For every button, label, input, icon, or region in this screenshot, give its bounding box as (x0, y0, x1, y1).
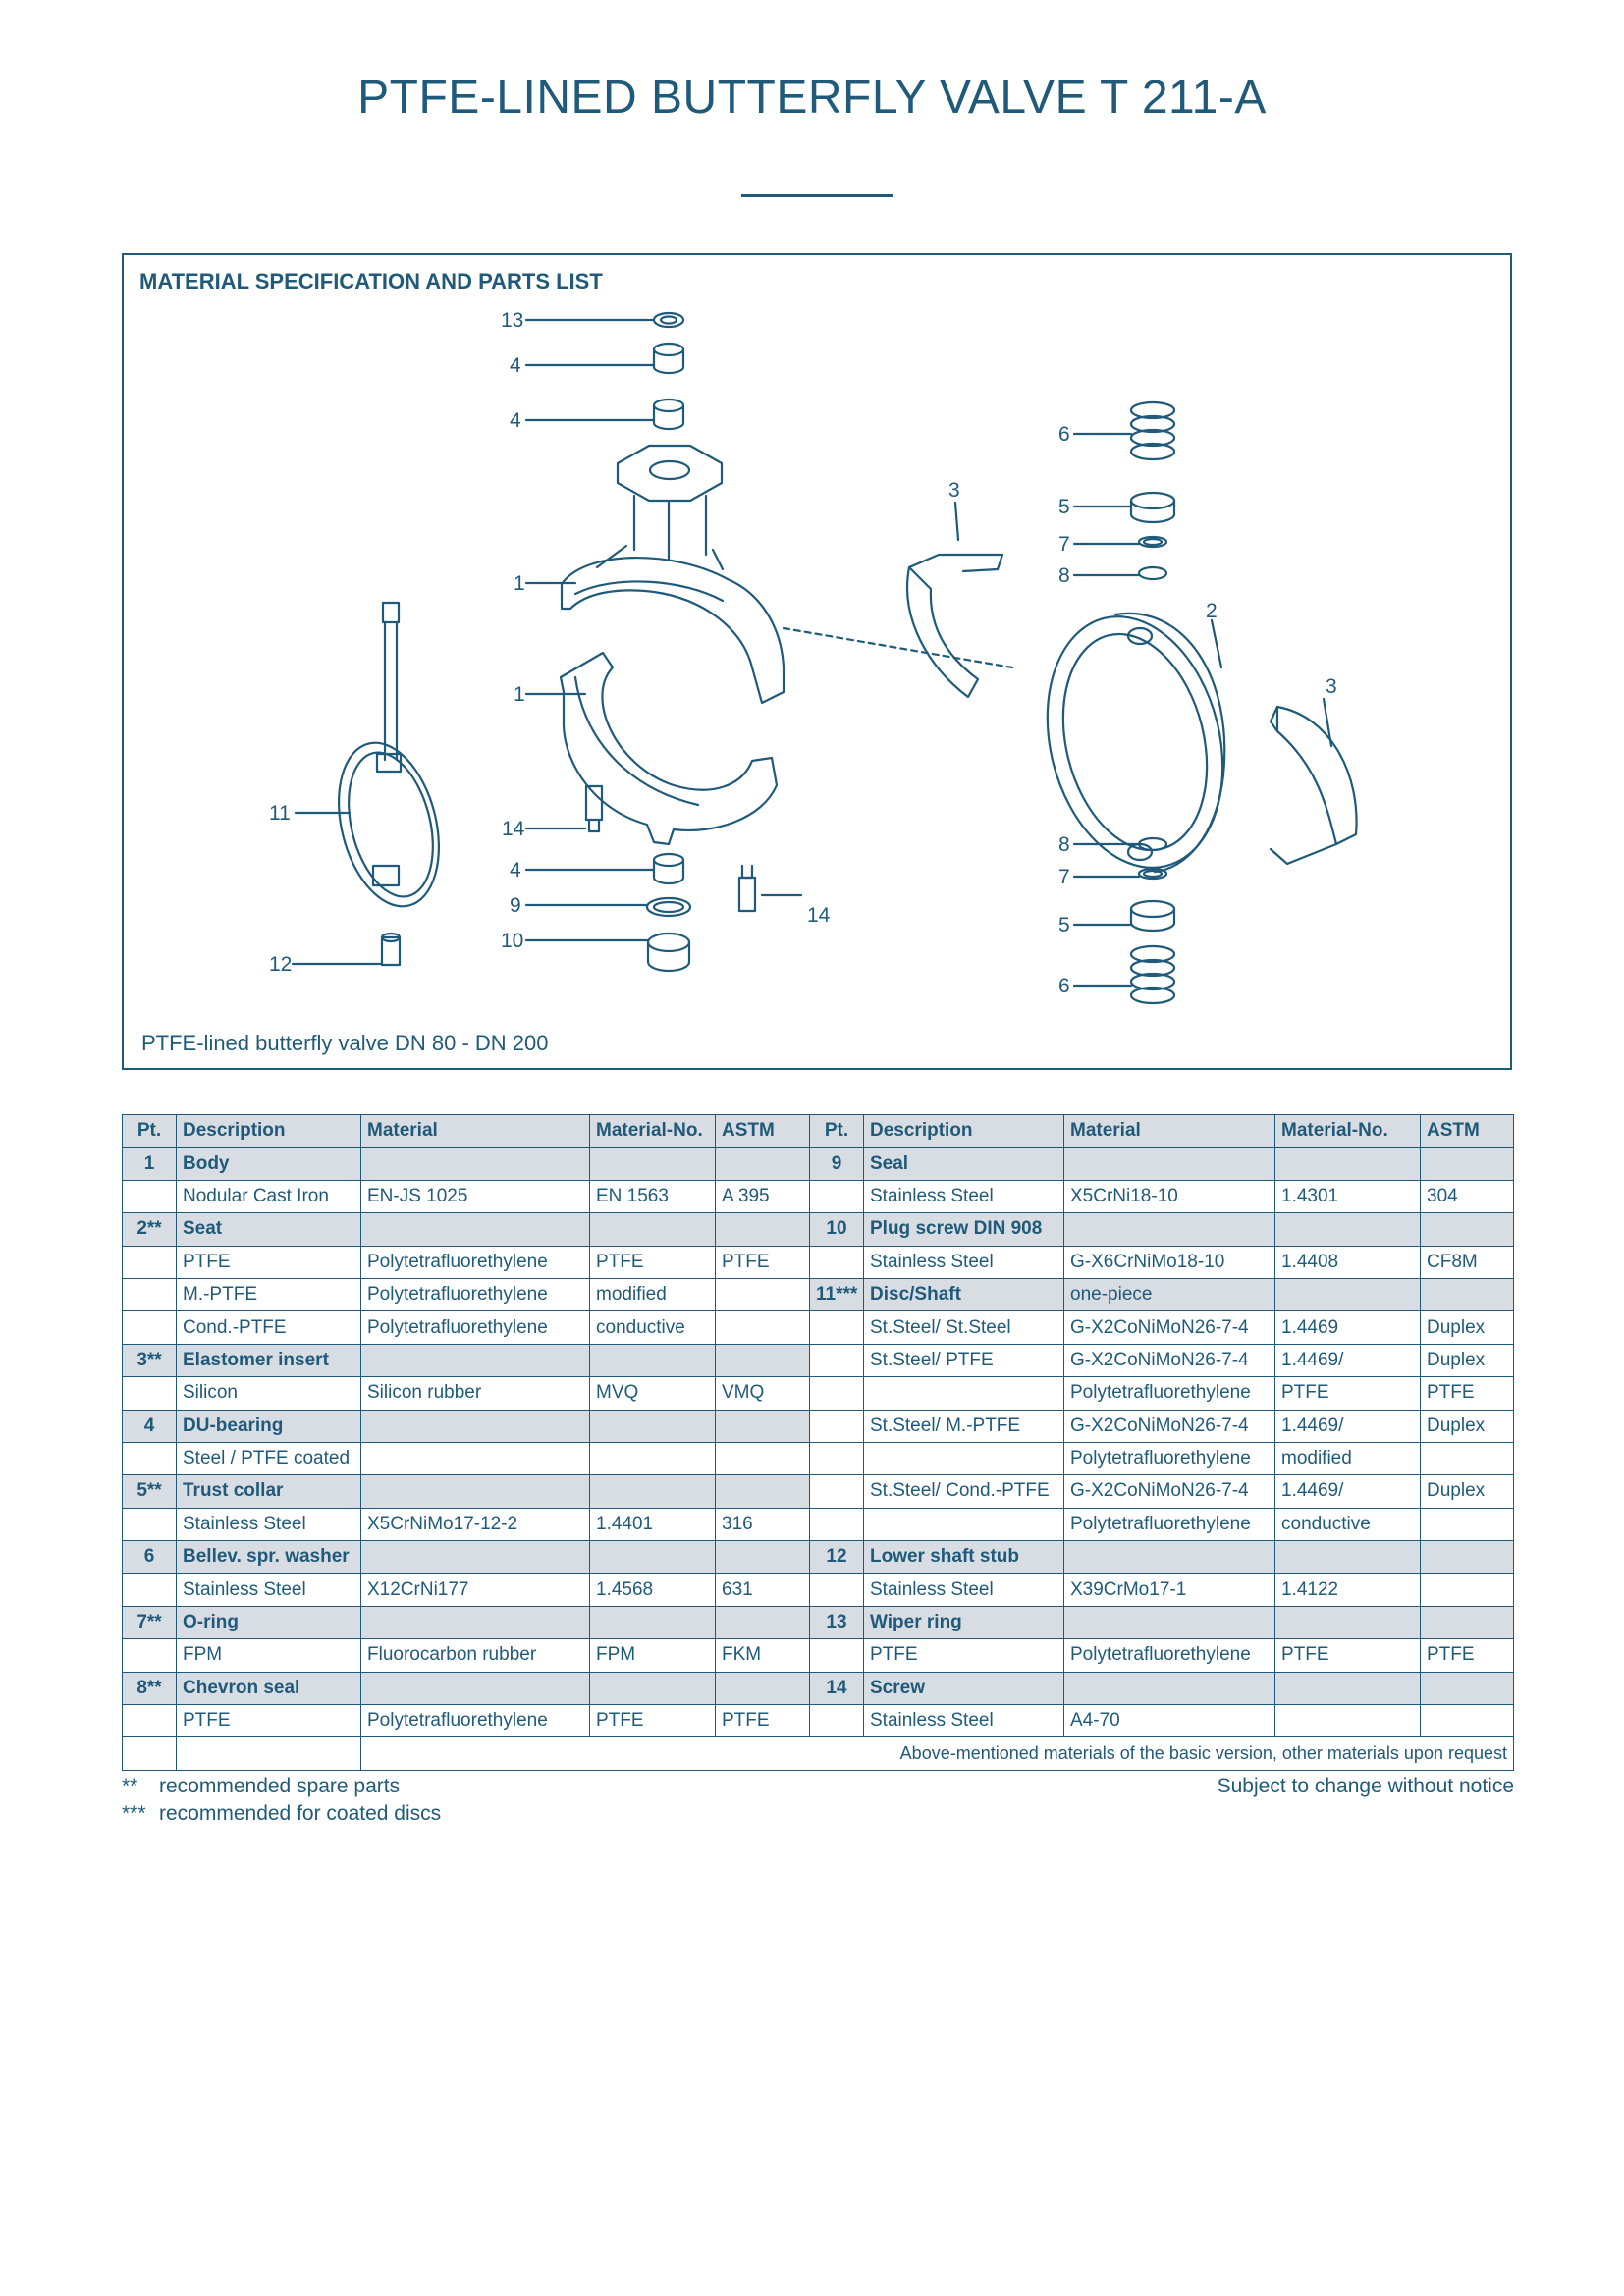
change-notice: Subject to change without notice (1217, 1775, 1514, 1797)
table-cell (1421, 1278, 1514, 1310)
drawing-caption: PTFE-lined butterfly valve DN 80 - DN 200 (141, 1031, 549, 1055)
callout-2: 2 (1206, 600, 1218, 622)
table-cell: PTFE (1421, 1377, 1514, 1410)
table-cell (810, 1344, 864, 1376)
table-cell: Wiper ring (864, 1606, 1064, 1638)
table-cell (1275, 1705, 1421, 1737)
table-cell (716, 1213, 810, 1246)
table-cell (1275, 1541, 1421, 1574)
callout-3-right: 3 (1326, 675, 1337, 698)
table-cell: PTFE (716, 1705, 810, 1737)
table-cell (1064, 1148, 1275, 1180)
callout-8-lower: 8 (1058, 833, 1070, 856)
table-cell: Polytetrafluorethylene (361, 1278, 590, 1310)
table-row (123, 1606, 1514, 1638)
table-cell: Duplex (1421, 1344, 1514, 1376)
table-cell (361, 1410, 590, 1442)
table-cell: Plug screw DIN 908 (864, 1213, 1064, 1246)
table-cell: G-X2CoNiMoN26-7-4 (1064, 1410, 1275, 1442)
callout-7-upper: 7 (1058, 533, 1070, 556)
table-row (123, 1278, 1514, 1310)
table-row (123, 1311, 1514, 1344)
title-underline (741, 194, 893, 197)
callout-3-left: 3 (948, 479, 960, 502)
table-cell: Silicon rubber (361, 1377, 590, 1410)
table-cell (123, 1311, 177, 1344)
table-cell (716, 1311, 810, 1344)
table-cell: Steel / PTFE coated (177, 1442, 361, 1474)
table-cell: 1.4122 (1275, 1574, 1421, 1606)
table-cell: 1.4469 (1275, 1311, 1421, 1344)
table-cell: Silicon (177, 1377, 361, 1410)
table-cell (1275, 1672, 1421, 1704)
table-cell: FKM (716, 1639, 810, 1672)
table-cell: Trust collar (177, 1475, 361, 1508)
table-cell: G-X2CoNiMoN26-7-4 (1064, 1475, 1275, 1508)
column-header: ASTM (716, 1115, 810, 1148)
table-cell (864, 1442, 1064, 1474)
table-cell: Lower shaft stub (864, 1541, 1064, 1574)
spec-heading: MATERIAL SPECIFICATION AND PARTS LIST (139, 269, 603, 294)
callout-9: 9 (510, 894, 521, 917)
table-cell (123, 1246, 177, 1278)
table-cell (361, 1475, 590, 1508)
table-cell: 8** (123, 1672, 177, 1704)
table-cell (361, 1344, 590, 1376)
table-cell: Polytetrafluorethylene (1064, 1508, 1275, 1540)
table-cell (810, 1410, 864, 1442)
table-cell: 1.4469/ (1275, 1344, 1421, 1376)
table-row (123, 1541, 1514, 1574)
table-cell (361, 1672, 590, 1704)
table-cell: G-X6CrNiMo18-10 (1064, 1246, 1275, 1278)
table-cell (361, 1213, 590, 1246)
table-row (123, 1180, 1514, 1212)
table-cell: Stainless Steel (864, 1705, 1064, 1737)
table-cell (177, 1737, 361, 1770)
table-cell (716, 1541, 810, 1574)
table-cell (716, 1442, 810, 1474)
table-cell (590, 1344, 716, 1376)
column-header: Material (1064, 1115, 1275, 1148)
footnote-spare-text: recommended spare parts (159, 1775, 401, 1797)
table-cell (810, 1705, 864, 1737)
column-header: Pt. (810, 1115, 864, 1148)
table-cell (123, 1442, 177, 1474)
table-cell: Polytetrafluorethylene (1064, 1442, 1275, 1474)
table-cell (1064, 1606, 1275, 1638)
table-row (123, 1705, 1514, 1737)
table-cell (1275, 1213, 1421, 1246)
table-cell (810, 1508, 864, 1540)
table-cell (1421, 1508, 1514, 1540)
table-cell (810, 1639, 864, 1672)
table-cell (810, 1311, 864, 1344)
table-row (123, 1639, 1514, 1672)
table-cell: PTFE (590, 1246, 716, 1278)
table-cell (716, 1606, 810, 1638)
table-cell: Polytetrafluorethylene (1064, 1639, 1275, 1672)
callout-10: 10 (501, 930, 524, 952)
table-cell: Stainless Steel (864, 1180, 1064, 1212)
table-cell: MVQ (590, 1377, 716, 1410)
table-cell: DU-bearing (177, 1410, 361, 1442)
exploded-view-drawing (124, 255, 1509, 1021)
table-cell (590, 1606, 716, 1638)
table-cell (716, 1344, 810, 1376)
table-row (123, 1213, 1514, 1246)
table-cell: 1.4408 (1275, 1246, 1421, 1278)
table-cell: PTFE (590, 1705, 716, 1737)
table-cell: X5CrNi18-10 (1064, 1180, 1275, 1212)
table-cell (1064, 1213, 1275, 1246)
table-cell (1421, 1672, 1514, 1704)
column-header: Description (864, 1115, 1064, 1148)
table-row (123, 1442, 1514, 1474)
table-cell (590, 1148, 716, 1180)
table-cell: Duplex (1421, 1475, 1514, 1508)
table-cell: 1.4469/ (1275, 1475, 1421, 1508)
table-cell (123, 1180, 177, 1212)
table-cell: 1.4568 (590, 1574, 716, 1606)
table-cell (1064, 1541, 1275, 1574)
table-cell: 1.4469/ (1275, 1410, 1421, 1442)
table-cell: 316 (716, 1508, 810, 1540)
callout-1-lower: 1 (514, 683, 525, 706)
table-cell: 5** (123, 1475, 177, 1508)
column-header: Material (361, 1115, 590, 1148)
table-cell (1421, 1541, 1514, 1574)
callout-14-right: 14 (807, 904, 831, 927)
table-cell (123, 1508, 177, 1540)
table-cell: 6 (123, 1541, 177, 1574)
table-cell (123, 1639, 177, 1672)
table-cell: conductive (1275, 1508, 1421, 1540)
table-cell: Stainless Steel (177, 1508, 361, 1540)
table-cell: Screw (864, 1672, 1064, 1704)
table-cell: EN-JS 1025 (361, 1180, 590, 1212)
table-cell: PTFE (864, 1639, 1064, 1672)
table-cell (590, 1442, 716, 1474)
table-cell: 11*** (810, 1278, 864, 1310)
callout-4-upper: 4 (510, 354, 521, 377)
table-cell: Fluorocarbon rubber (361, 1639, 590, 1672)
table-cell: conductive (590, 1311, 716, 1344)
table-cell: PTFE (1275, 1639, 1421, 1672)
table-cell (810, 1442, 864, 1474)
table-cell (590, 1672, 716, 1704)
table-cell (1064, 1672, 1275, 1704)
table-cell: PTFE (177, 1246, 361, 1278)
table-row (123, 1574, 1514, 1606)
callout-labels (269, 309, 1337, 997)
table-cell: FPM (590, 1639, 716, 1672)
column-header: ASTM (1421, 1115, 1514, 1148)
callout-4-lower: 4 (510, 859, 521, 881)
table-cell: Polytetrafluorethylene (361, 1311, 590, 1344)
table-cell: G-X2CoNiMoN26-7-4 (1064, 1344, 1275, 1376)
footnote-coated (122, 1802, 441, 1826)
table-cell (810, 1246, 864, 1278)
table-cell: one-piece (1064, 1278, 1275, 1310)
table-cell (361, 1442, 590, 1474)
table-cell (1421, 1574, 1514, 1606)
table-cell: St.Steel/ St.Steel (864, 1311, 1064, 1344)
table-cell (590, 1410, 716, 1442)
table-cell (1275, 1148, 1421, 1180)
specification-panel (122, 253, 1512, 1070)
table-row (123, 1508, 1514, 1540)
table-cell (123, 1278, 177, 1310)
callout-13: 13 (501, 309, 524, 332)
table-cell (1275, 1278, 1421, 1310)
table-cell: EN 1563 (590, 1180, 716, 1212)
table-cell (123, 1705, 177, 1737)
callout-6-upper: 6 (1058, 423, 1070, 446)
callout-7-lower: 7 (1058, 866, 1070, 888)
table-cell: PTFE (716, 1246, 810, 1278)
table-row (123, 1344, 1514, 1376)
callout-6-lower: 6 (1058, 975, 1070, 997)
table-cell (1421, 1213, 1514, 1246)
table-cell: Duplex (1421, 1410, 1514, 1442)
table-cell (810, 1475, 864, 1508)
table-cell: Stainless Steel (177, 1574, 361, 1606)
table-cell (123, 1574, 177, 1606)
table-cell: Stainless Steel (864, 1574, 1064, 1606)
column-header: Pt. (123, 1115, 177, 1148)
table-cell: Cond.-PTFE (177, 1311, 361, 1344)
table-cell: Polytetrafluorethylene (1064, 1377, 1275, 1410)
table-cell: A 395 (716, 1180, 810, 1212)
table-cell (123, 1737, 177, 1770)
table-cell: CF8M (1421, 1246, 1514, 1278)
table-cell: 7** (123, 1606, 177, 1638)
table-cell (864, 1377, 1064, 1410)
table-cell: 1.4401 (590, 1508, 716, 1540)
table-row (123, 1246, 1514, 1278)
table-cell: Stainless Steel (864, 1246, 1064, 1278)
table-cell (864, 1508, 1064, 1540)
table-cell: Elastomer insert (177, 1344, 361, 1376)
table-cell: 12 (810, 1541, 864, 1574)
table-cell: 9 (810, 1148, 864, 1180)
table-cell: modified (1275, 1442, 1421, 1474)
table-cell (590, 1213, 716, 1246)
table-cell (810, 1180, 864, 1212)
table-cell: 3** (123, 1344, 177, 1376)
callout-14-left: 14 (502, 818, 525, 840)
table-cell: 10 (810, 1213, 864, 1246)
callout-11: 11 (269, 802, 291, 825)
table-cell: X39CrMo17-1 (1064, 1574, 1275, 1606)
table-cell: PTFE (1275, 1377, 1421, 1410)
table-cell: X5CrNiMo17-12-2 (361, 1508, 590, 1540)
table-cell: Seal (864, 1148, 1064, 1180)
table-cell: Polytetrafluorethylene (361, 1705, 590, 1737)
table-cell: A4-70 (1064, 1705, 1275, 1737)
table-cell (810, 1377, 864, 1410)
table-cell: 13 (810, 1606, 864, 1638)
callout-5-upper: 5 (1058, 496, 1070, 518)
table-cell: St.Steel/ Cond.-PTFE (864, 1475, 1064, 1508)
table-cell (1421, 1606, 1514, 1638)
table-row (123, 1737, 1514, 1770)
table-cell: St.Steel/ PTFE (864, 1344, 1064, 1376)
table-cell (810, 1574, 864, 1606)
table-cell (1275, 1606, 1421, 1638)
table-cell: O-ring (177, 1606, 361, 1638)
table-header-row (123, 1115, 1514, 1148)
table-cell (361, 1148, 590, 1180)
table-cell: 1 (123, 1148, 177, 1180)
table-cell: St.Steel/ M.-PTFE (864, 1410, 1064, 1442)
table-cell (716, 1410, 810, 1442)
table-cell (1421, 1705, 1514, 1737)
table-cell: Body (177, 1148, 361, 1180)
footnote-spare-mark: ** (122, 1775, 138, 1797)
table-cell: Bellev. spr. washer (177, 1541, 361, 1574)
table-cell: PTFE (1421, 1639, 1514, 1672)
column-header: Description (177, 1115, 361, 1148)
table-cell (590, 1475, 716, 1508)
table-cell: Polytetrafluorethylene (361, 1246, 590, 1278)
table-cell: VMQ (716, 1377, 810, 1410)
table-cell (1421, 1148, 1514, 1180)
table-row (123, 1377, 1514, 1410)
table-cell: 14 (810, 1672, 864, 1704)
callout-8-upper: 8 (1058, 564, 1070, 587)
table-cell: Seat (177, 1213, 361, 1246)
table-cell: PTFE (177, 1705, 361, 1737)
footnote-coated-mark: *** (122, 1802, 146, 1825)
materials-note: Above-mentioned materials of the basic version, other materials upon request (361, 1737, 1514, 1770)
table-cell: 2** (123, 1213, 177, 1246)
table-cell: 304 (1421, 1180, 1514, 1212)
callout-4-bearing: 4 (510, 409, 521, 432)
table-cell: Duplex (1421, 1311, 1514, 1344)
table-cell (716, 1278, 810, 1310)
table-cell (361, 1606, 590, 1638)
table-cell: M.-PTFE (177, 1278, 361, 1310)
footnote-coated-text: recommended for coated discs (159, 1802, 442, 1825)
table-row (123, 1475, 1514, 1508)
table-cell (716, 1672, 810, 1704)
table-cell: 4 (123, 1410, 177, 1442)
table-cell: 631 (716, 1574, 810, 1606)
table-cell (716, 1475, 810, 1508)
table-cell (1421, 1442, 1514, 1474)
page-title: PTFE-LINED BUTTERFLY VALVE T 211-A (357, 72, 1267, 124)
table-cell: 1.4301 (1275, 1180, 1421, 1212)
column-header: Material-No. (590, 1115, 716, 1148)
column-header: Material-No. (1275, 1115, 1421, 1148)
callout-1-upper: 1 (514, 572, 525, 595)
callout-12: 12 (269, 953, 293, 976)
table-cell: Nodular Cast Iron (177, 1180, 361, 1212)
table-cell (590, 1541, 716, 1574)
table-cell: Chevron seal (177, 1672, 361, 1704)
table-cell: FPM (177, 1639, 361, 1672)
parts-list-table (122, 1114, 1514, 1771)
table-cell (716, 1148, 810, 1180)
table-cell: G-X2CoNiMoN26-7-4 (1064, 1311, 1275, 1344)
table-cell: Disc/Shaft (864, 1278, 1064, 1310)
table-cell: X12CrNi177 (361, 1574, 590, 1606)
table-row (123, 1672, 1514, 1704)
table-cell (123, 1377, 177, 1410)
callout-5-lower: 5 (1058, 914, 1070, 936)
table-cell: modified (590, 1278, 716, 1310)
footnote-spare (122, 1775, 400, 1798)
table-row (123, 1410, 1514, 1442)
table-row (123, 1148, 1514, 1180)
table-cell (361, 1541, 590, 1574)
